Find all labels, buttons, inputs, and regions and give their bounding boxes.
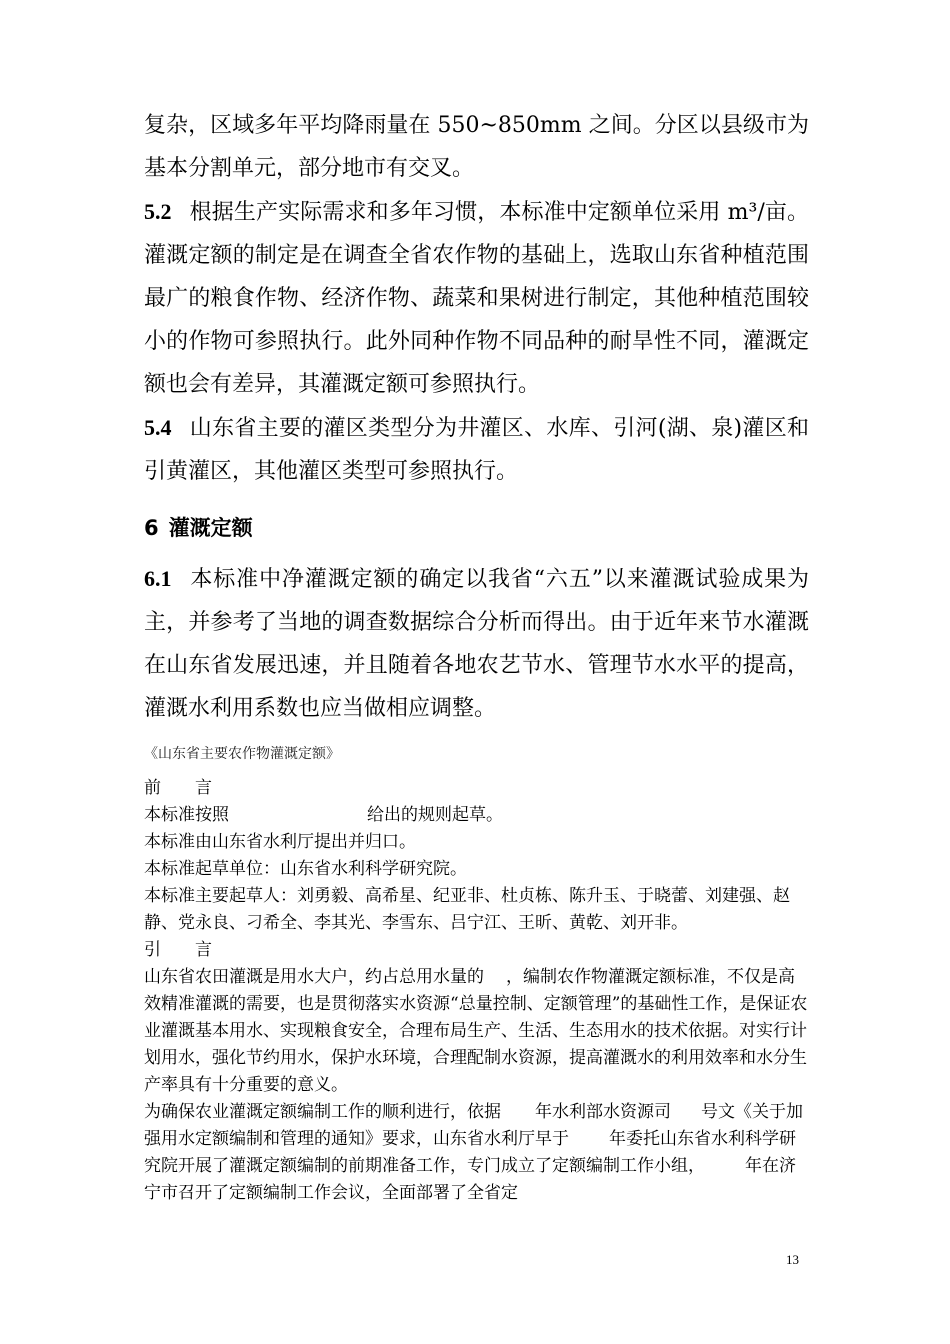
clause-number: 5.4 (144, 415, 172, 440)
introduction-paragraph-2: 为确保农业灌溉定额编制工作的顺利进行，依据 年水利部水资源司 号文《关于加强用水定额编制和管理的通知》要求，山东省水利厅早于 年委托山东省水利科学研究院开展了灌溉定额编制的前期准备工作，专门成立了定额编制工作小组， 年在济宁市召开了定额编制工作会议，全面部署了全省定 (144, 1102, 803, 1203)
foreword-line-1: 本标准按照 给出的规则起草。 (144, 805, 503, 825)
clause-5-2 (144, 190, 809, 406)
clause-text: 山东省主要的灌区类型分为井灌区、水库、引河(湖、泉)灌区和引黄灌区，其他灌区类型可参照执行。 (144, 416, 809, 484)
section-number: 6 (144, 516, 159, 540)
embedded-standard-text (144, 775, 809, 1207)
section-heading-6 (144, 513, 253, 543)
page-number: 13 (786, 1252, 799, 1267)
clause-text: 根据生产实际需求和多年习惯，本标准中定额单位采用 m³/亩。灌溉定额的制定是在调查全省农作物的基础上，选取山东省种植范围最广的粮食作物、经济作物、蔬菜和果树进行制定，其他种植范围较小的作物可参照执行。此外同种作物不同品种的耐旱性不同，灌溉定额也会有差异，其灌溉定额可参照执行。 (144, 200, 809, 397)
document-caption: 《山东省主要农作物灌溉定额》 (144, 746, 340, 762)
section-title: 灌溉定额 (168, 516, 253, 540)
paragraph-text: 复杂，区域多年平均降雨量在 550~850mm 之间。分区以县级市为基本分割单元，部分地市有交叉。 (144, 113, 809, 181)
introduction-heading: 引 言 (144, 940, 212, 960)
clause-number: 5.2 (144, 199, 172, 224)
clause-5-4 (144, 406, 809, 493)
foreword-drafters: 本标准主要起草人：刘勇毅、高希星、纪亚非、杜贞栋、陈升玉、于晓蕾、刘建强、赵静、党永良、刁希全、李其光、李雪东、吕宁江、王昕、黄乾、刘开非。 (144, 886, 790, 933)
introduction-paragraph-1: 山东省农田灌溉是用水大户，约占总用水量的 ，编制农作物灌溉定额标准，不仅是高效精准灌溉的需要，也是贯彻落实水资源“总量控制、定额管理”的基础性工作，是保证农业灌溉基本用水、实现粮食安全，合理布局生产、生活、生态用水的技术依据。对实行计划用水，强化节约用水，保护水环境，合理配制水资源，提高灌溉水的利用效率和水分生产率具有十分重要的意义。 (144, 967, 808, 1095)
clause-text: 本标准中净灌溉定额的确定以我省“六五”以来灌溉试验成果为主，并参考了当地的调查数据综合分析而得出。由于近年来节水灌溉在山东省发展迅速，并且随着各地农艺节水、管理节水水平的提高，灌溉水利用系数也应当做相应调整。 (144, 567, 809, 721)
paragraph-continued (144, 104, 809, 190)
foreword-line-3: 本标准起草单位：山东省水利科学研究院。 (144, 859, 467, 879)
clause-number: 6.1 (144, 566, 172, 591)
foreword-heading: 前 言 (144, 778, 212, 798)
foreword-line-2: 本标准由山东省水利厅提出并归口。 (144, 832, 416, 852)
clause-6-1 (144, 557, 809, 730)
